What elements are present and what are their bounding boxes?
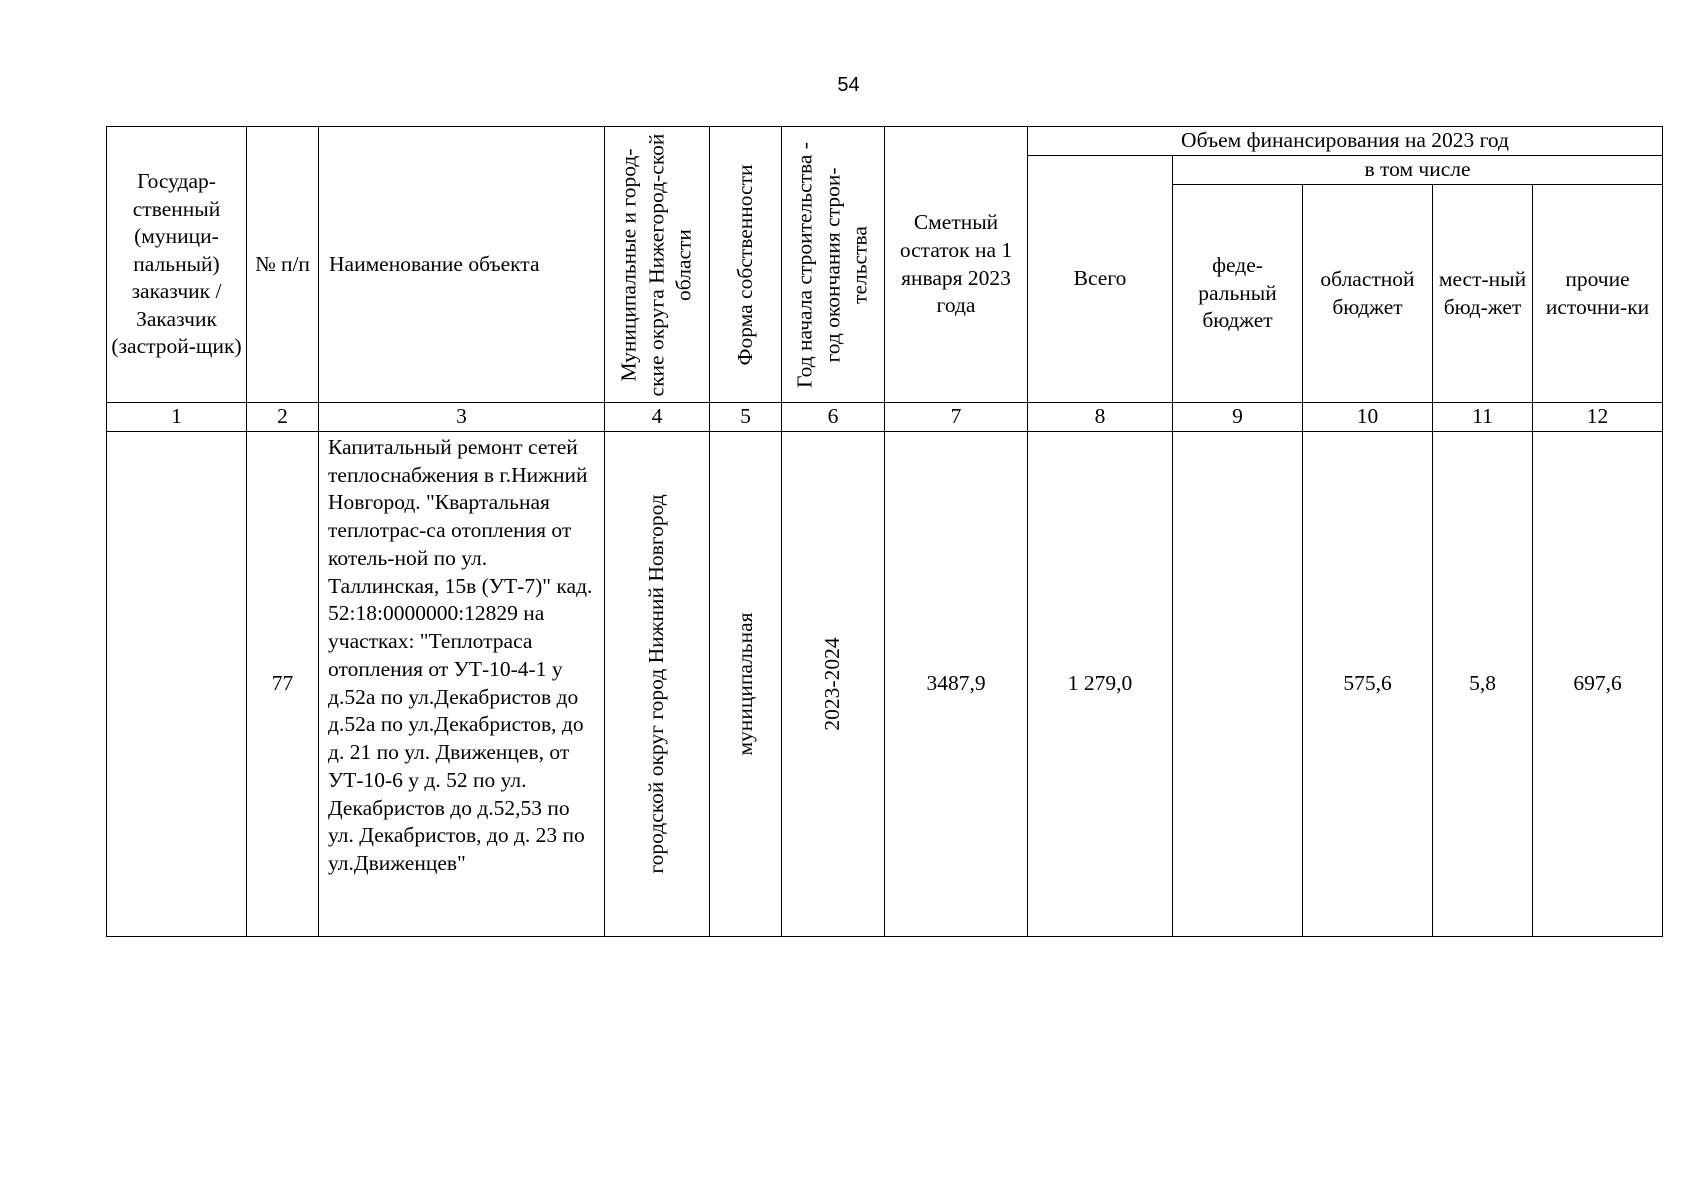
header-local: мест-ный бюд-жет <box>1433 185 1533 403</box>
header-ownership <box>710 127 782 403</box>
column-number: 10 <box>1303 403 1433 432</box>
column-number: 3 <box>319 403 605 432</box>
header-federal: феде-ральный бюджет <box>1173 185 1303 403</box>
column-number: 11 <box>1433 403 1533 432</box>
column-number-row <box>107 403 1663 432</box>
header-customer: Государ-ственный (муници-пальный) заказчик / Заказчик (застрой-щик) <box>107 127 247 403</box>
row-other: 697,6 <box>1533 432 1663 937</box>
column-number: 1 <box>107 403 247 432</box>
row-local: 5,8 <box>1433 432 1533 937</box>
column-number: 4 <box>605 403 710 432</box>
page-number: 54 <box>837 74 860 96</box>
row-object-name: Капитальный ремонт сетей теплоснабжения в г.Нижний Новгород. "Квартальная теплотрас-са отопления от котель-ной по ул. Таллинская, 15в (УТ-7)" кад. 52:18:0000000:12829 на участках: "Теплотраса отопления от УТ-10-4-1 у д.52а по ул.Декабристов до д.52а по ул.Декабристов, до д. 21 по ул. Движенцев, от УТ-10-6 у д. 52 по ул. Декабристов до д.52,53 по ул. Декабристов, до д. 23 по ул.Движенцев" <box>319 432 605 937</box>
column-number: 7 <box>885 403 1028 432</box>
column-number: 2 <box>247 403 319 432</box>
row-num: 77 <box>247 432 319 937</box>
column-number: 9 <box>1173 403 1303 432</box>
row-ownership <box>710 432 782 937</box>
row-municipality-text: городской округ город Нижний Новгород <box>644 494 669 874</box>
column-number: 8 <box>1028 403 1173 432</box>
header-years <box>782 127 885 403</box>
row-ownership-text: муниципальная <box>732 612 757 756</box>
header-other: прочие источни-ки <box>1533 185 1663 403</box>
column-number: 5 <box>710 403 782 432</box>
row-federal <box>1173 432 1303 937</box>
row-municipality <box>605 432 710 937</box>
header-num: № п/п <box>247 127 319 403</box>
column-number: 12 <box>1533 403 1663 432</box>
header-object-name: Наименование объекта <box>319 127 605 403</box>
row-years <box>782 432 885 937</box>
header-ownership-text: Форма собственности <box>732 163 757 366</box>
header-estimate: Сметный остаток на 1 января 2023 года <box>885 127 1028 403</box>
row-estimate: 3487,9 <box>885 432 1028 937</box>
row-regional: 575,6 <box>1303 432 1433 937</box>
table-row <box>107 432 1663 937</box>
header-municipality <box>605 127 710 403</box>
header-regional: областной бюджет <box>1303 185 1433 403</box>
financing-table <box>106 126 1663 937</box>
header-years-text: Год начала строительства - год окончания строи-тельства <box>792 141 872 388</box>
header-funding-title: Объем финансирования на 2023 год <box>1028 127 1663 156</box>
row-total: 1 279,0 <box>1028 432 1173 937</box>
header-row-1 <box>107 127 1663 156</box>
row-customer <box>107 432 247 937</box>
header-total: Всего <box>1028 156 1173 403</box>
row-years-text: 2023-2024 <box>820 637 845 731</box>
column-number: 6 <box>782 403 885 432</box>
header-including: в том числе <box>1173 156 1663 185</box>
header-municipality-text: Муниципальные и город-ские округа Нижегород-ской области <box>616 133 696 396</box>
